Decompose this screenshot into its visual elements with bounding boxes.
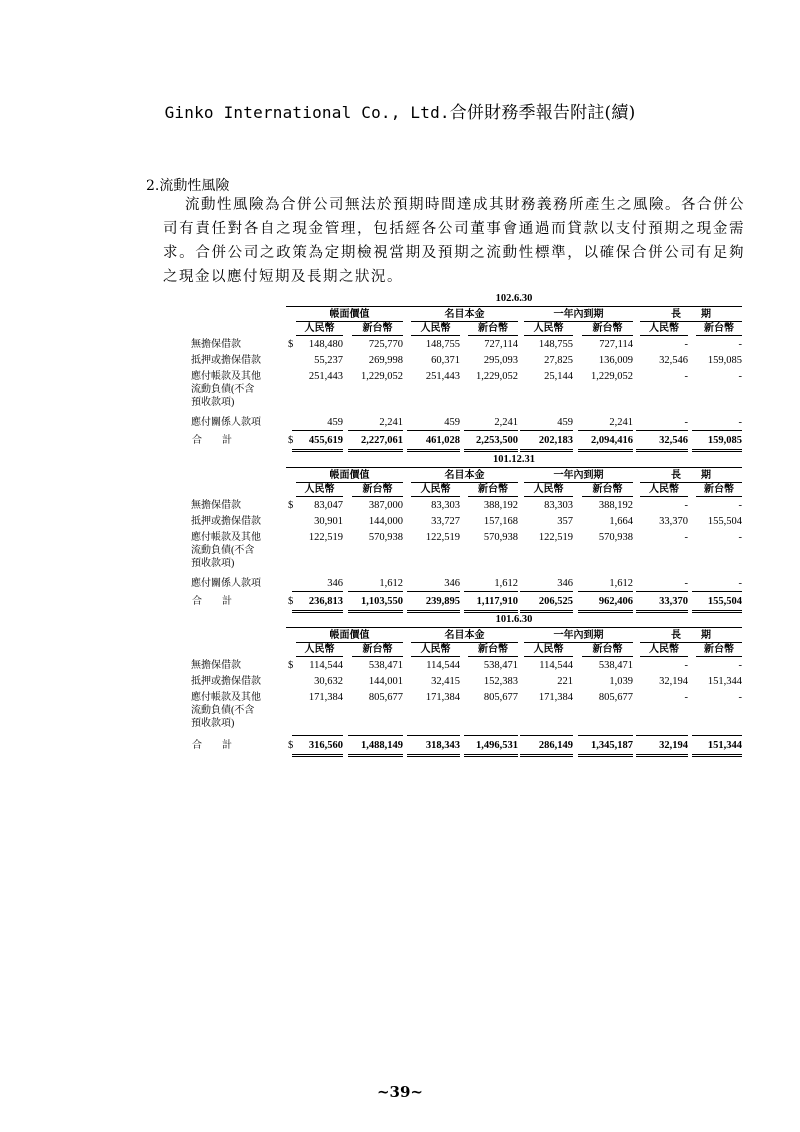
table-cell: 114,544: [309, 660, 343, 671]
table-cell: 151,344: [707, 676, 742, 687]
subtotal-rule: [292, 591, 343, 592]
table-cell: 136,009: [598, 355, 633, 366]
table-cell: -: [684, 660, 688, 671]
table-cell: 148,755: [538, 339, 573, 350]
table-period: 102.6.30: [495, 293, 533, 304]
currency-header: 新台幣: [582, 644, 633, 657]
table-cell: 144,000: [368, 516, 403, 527]
table-cell: 32,415: [431, 676, 460, 687]
subtotal-rule: [407, 591, 460, 592]
table-cell: 727,114: [484, 339, 518, 350]
currency-header: 新台幣: [582, 323, 633, 336]
table-cell: 83,303: [431, 500, 460, 511]
row-label: 預收款項): [191, 558, 235, 569]
subtotal-rule: [636, 735, 688, 736]
subtotal-rule: [520, 735, 573, 736]
table-cell: 346: [444, 578, 460, 589]
total-double-rule: [292, 449, 343, 452]
total-cell: 318,343: [425, 740, 460, 751]
row-label: 無擔保借款: [191, 500, 241, 511]
column-group-header: 一年內到期: [524, 309, 633, 322]
table-cell: 171,384: [308, 692, 343, 703]
row-label: 預收款項): [191, 397, 235, 408]
table-cell: 805,677: [598, 692, 633, 703]
total-cell: 1,117,910: [476, 596, 518, 607]
table-cell: 171,384: [425, 692, 460, 703]
table-cell: 459: [327, 417, 343, 428]
paragraph-text: 流動性風險為合併公司無法於預期時間達成其財務義務所產生之風險。各合併公司有責任對各自之現金管理，包括經各公司董事會通過而貸款以支付預期之現金需求。合併公司之政策為定期檢視當期及預期之流動性標準，以確保合併公司有足夠之現金以應付短期及長期之狀況。: [163, 197, 745, 285]
table-cell: -: [684, 578, 688, 589]
total-label: 合 計: [192, 740, 232, 751]
table-cell: 346: [557, 578, 573, 589]
table-cell: -: [738, 660, 742, 671]
table-cell: 251,443: [425, 371, 460, 382]
total-cell: 962,406: [598, 596, 633, 607]
table-cell: 459: [557, 417, 573, 428]
table-cell: 2,241: [609, 417, 633, 428]
table-cell: 221: [557, 676, 573, 687]
table-cell: 33,370: [659, 516, 688, 527]
table-cell: 538,471: [598, 660, 633, 671]
dollar-sign: $: [288, 339, 294, 350]
section-heading: 2.流動性風險: [146, 178, 230, 194]
total-cell: 455,619: [308, 435, 343, 446]
table-cell: 83,047: [314, 500, 343, 511]
subtotal-rule: [464, 735, 518, 736]
row-label: 無擔保借款: [191, 339, 241, 350]
table-cell: 388,192: [483, 500, 518, 511]
table-cell: 346: [327, 578, 343, 589]
currency-header: 新台幣: [352, 323, 403, 336]
currency-header: 人民幣: [411, 323, 460, 336]
total-double-rule: [692, 610, 742, 613]
column-group-header: 名目本金: [411, 309, 518, 322]
currency-header: 人民幣: [524, 644, 573, 657]
total-double-rule: [636, 754, 688, 757]
page-title: [0, 98, 800, 123]
subtotal-rule: [692, 591, 742, 592]
table-cell: 1,612: [494, 578, 518, 589]
table-cell: 570,938: [368, 532, 403, 543]
total-double-rule: [348, 754, 403, 757]
subtotal-rule: [407, 430, 460, 431]
total-cell: 202,183: [538, 435, 573, 446]
currency-header: 新台幣: [468, 484, 518, 497]
table-period: 101.6.30: [495, 614, 533, 625]
table-cell: 538,471: [368, 660, 403, 671]
table-cell: 1,229,052: [591, 371, 633, 382]
table-cell: 1,612: [379, 578, 403, 589]
currency-header: 新台幣: [696, 484, 742, 497]
total-double-rule: [692, 754, 742, 757]
table-cell: -: [684, 417, 688, 428]
table-cell: 357: [557, 516, 573, 527]
column-group-header: 長 期: [640, 630, 742, 643]
dollar-sign: $: [288, 500, 294, 511]
total-double-rule: [407, 610, 460, 613]
currency-header: 人民幣: [640, 644, 688, 657]
subtotal-rule: [464, 591, 518, 592]
row-label: 流動負債(不含: [191, 705, 255, 716]
column-group-header: 長 期: [640, 470, 742, 483]
report-title: 合併財務季報告附註(續): [449, 103, 636, 123]
table-cell: 30,632: [314, 676, 343, 687]
table-cell: 114,544: [426, 660, 460, 671]
total-cell: 1,103,550: [361, 596, 403, 607]
table-cell: 32,194: [659, 676, 688, 687]
table-cell: -: [738, 417, 742, 428]
total-cell: 159,085: [707, 435, 742, 446]
currency-header: 新台幣: [352, 644, 403, 657]
total-double-rule: [578, 610, 633, 613]
table-cell: 805,677: [483, 692, 518, 703]
table-cell: -: [738, 371, 742, 382]
currency-header: 新台幣: [582, 484, 633, 497]
total-cell: 236,813: [308, 596, 343, 607]
dollar-sign: $: [288, 660, 294, 671]
row-label: 預收款項): [191, 718, 235, 729]
liquidity-risk-paragraph: [163, 193, 745, 289]
column-group-header: 名目本金: [411, 470, 518, 483]
table-cell: -: [738, 500, 742, 511]
subtotal-rule: [520, 591, 573, 592]
table-cell: 27,825: [544, 355, 573, 366]
total-double-rule: [348, 449, 403, 452]
column-group-header: 帳面價值: [296, 309, 403, 322]
column-group-header: 一年內到期: [524, 470, 633, 483]
table-cell: -: [738, 532, 742, 543]
total-double-rule: [636, 449, 688, 452]
table-top-rule: [286, 627, 742, 628]
total-double-rule: [520, 610, 573, 613]
total-cell: 33,370: [659, 596, 688, 607]
currency-header: 新台幣: [696, 644, 742, 657]
total-label: 合 計: [192, 435, 232, 446]
total-cell: 239,895: [425, 596, 460, 607]
table-cell: 122,519: [308, 532, 343, 543]
table-cell: -: [738, 692, 742, 703]
row-label: 應付關係人款項: [191, 417, 261, 428]
total-cell: 1,496,531: [476, 740, 518, 751]
table-cell: 148,755: [425, 339, 460, 350]
subtotal-rule: [578, 591, 633, 592]
table-cell: -: [684, 371, 688, 382]
column-group-header: 一年內到期: [524, 630, 633, 643]
table-cell: 538,471: [483, 660, 518, 671]
table-cell: 171,384: [538, 692, 573, 703]
row-label: 應付關係人款項: [191, 578, 261, 589]
currency-header: 人民幣: [296, 484, 343, 497]
table-top-rule: [286, 306, 742, 307]
table-cell: 1,612: [609, 578, 633, 589]
total-double-rule: [692, 449, 742, 452]
table-cell: 159,085: [707, 355, 742, 366]
company-name: Ginko International Co., Ltd.: [164, 103, 450, 122]
currency-header: 人民幣: [411, 644, 460, 657]
table-cell: 727,114: [599, 339, 633, 350]
subtotal-rule: [636, 591, 688, 592]
total-cell: 286,149: [538, 740, 573, 751]
currency-header: 新台幣: [468, 644, 518, 657]
table-cell: 1,664: [609, 516, 633, 527]
table-period: 101.12.31: [493, 454, 535, 465]
subtotal-rule: [464, 430, 518, 431]
table-cell: 1,229,052: [361, 371, 403, 382]
total-double-rule: [292, 754, 343, 757]
table-cell: 725,770: [368, 339, 403, 350]
table-cell: 251,443: [308, 371, 343, 382]
currency-header: 新台幣: [696, 323, 742, 336]
total-cell: 1,488,149: [361, 740, 403, 751]
currency-header: 新台幣: [468, 323, 518, 336]
currency-header: 人民幣: [296, 323, 343, 336]
total-cell: 32,194: [659, 740, 688, 751]
table-cell: 114,544: [539, 660, 573, 671]
total-double-rule: [464, 449, 518, 452]
currency-header: 人民幣: [524, 323, 573, 336]
table-cell: 33,727: [431, 516, 460, 527]
total-double-rule: [520, 754, 573, 757]
table-cell: 2,241: [379, 417, 403, 428]
row-label: 無擔保借款: [191, 660, 241, 671]
subtotal-rule: [292, 735, 343, 736]
table-cell: -: [684, 532, 688, 543]
subtotal-rule: [578, 735, 633, 736]
total-double-rule: [578, 449, 633, 452]
dollar-sign: $: [288, 435, 294, 446]
total-cell: 1,345,187: [591, 740, 633, 751]
table-cell: 155,504: [707, 516, 742, 527]
table-cell: -: [738, 578, 742, 589]
table-cell: 60,371: [431, 355, 460, 366]
total-cell: 316,560: [308, 740, 343, 751]
table-cell: -: [684, 339, 688, 350]
row-label: 抵押或擔保借款: [191, 516, 261, 527]
table-cell: 83,303: [544, 500, 573, 511]
table-cell: 122,519: [538, 532, 573, 543]
table-cell: 570,938: [483, 532, 518, 543]
subtotal-rule: [520, 430, 573, 431]
table-cell: 269,998: [368, 355, 403, 366]
table-cell: 157,168: [483, 516, 518, 527]
row-label: 應付帳款及其他: [191, 532, 261, 543]
table-cell: 388,192: [598, 500, 633, 511]
currency-header: 人民幣: [296, 644, 343, 657]
total-cell: 155,504: [707, 596, 742, 607]
table-cell: 55,237: [314, 355, 343, 366]
subtotal-rule: [348, 735, 403, 736]
subtotal-rule: [348, 591, 403, 592]
dollar-sign: $: [288, 740, 294, 751]
total-cell: 2,253,500: [476, 435, 518, 446]
column-group-header: 帳面價值: [296, 630, 403, 643]
table-top-rule: [286, 467, 742, 468]
total-double-rule: [636, 610, 688, 613]
subtotal-rule: [407, 735, 460, 736]
currency-header: 人民幣: [411, 484, 460, 497]
table-cell: 459: [444, 417, 460, 428]
table-cell: 295,093: [483, 355, 518, 366]
currency-header: 人民幣: [640, 323, 688, 336]
column-group-header: 帳面價值: [296, 470, 403, 483]
total-double-rule: [464, 610, 518, 613]
subtotal-rule: [578, 430, 633, 431]
table-cell: -: [684, 692, 688, 703]
total-double-rule: [407, 754, 460, 757]
row-label: 抵押或擔保借款: [191, 355, 261, 366]
table-cell: 2,241: [494, 417, 518, 428]
total-cell: 32,546: [659, 435, 688, 446]
currency-header: 人民幣: [524, 484, 573, 497]
table-cell: 122,519: [425, 532, 460, 543]
currency-header: 人民幣: [640, 484, 688, 497]
table-cell: -: [738, 339, 742, 350]
table-cell: 25,144: [544, 371, 573, 382]
total-double-rule: [578, 754, 633, 757]
currency-header: 新台幣: [352, 484, 403, 497]
table-cell: -: [684, 500, 688, 511]
subtotal-rule: [692, 735, 742, 736]
table-cell: 1,039: [609, 676, 633, 687]
total-label: 合 計: [192, 596, 232, 607]
total-cell: 2,094,416: [591, 435, 633, 446]
total-cell: 2,227,061: [361, 435, 403, 446]
table-cell: 805,677: [368, 692, 403, 703]
table-cell: 1,229,052: [476, 371, 518, 382]
total-double-rule: [407, 449, 460, 452]
total-double-rule: [464, 754, 518, 757]
total-double-rule: [292, 610, 343, 613]
table-cell: 570,938: [598, 532, 633, 543]
total-double-rule: [520, 449, 573, 452]
table-cell: 152,383: [483, 676, 518, 687]
total-double-rule: [348, 610, 403, 613]
table-cell: 30,901: [314, 516, 343, 527]
column-group-header: 長 期: [640, 309, 742, 322]
total-cell: 206,525: [538, 596, 573, 607]
row-label: 流動負債(不含: [191, 545, 255, 556]
subtotal-rule: [636, 430, 688, 431]
row-label: 應付帳款及其他: [191, 371, 261, 382]
table-cell: 387,000: [368, 500, 403, 511]
column-group-header: 名目本金: [411, 630, 518, 643]
subtotal-rule: [692, 430, 742, 431]
page-number: ~39~: [376, 1083, 423, 1101]
subtotal-rule: [348, 430, 403, 431]
table-cell: 32,546: [659, 355, 688, 366]
row-label: 應付帳款及其他: [191, 692, 261, 703]
row-label: 抵押或擔保借款: [191, 676, 261, 687]
table-cell: 144,001: [368, 676, 403, 687]
row-label: 流動負債(不含: [191, 384, 255, 395]
total-cell: 151,344: [707, 740, 742, 751]
table-cell: 148,480: [308, 339, 343, 350]
dollar-sign: $: [288, 596, 294, 607]
subtotal-rule: [292, 430, 343, 431]
total-cell: 461,028: [425, 435, 460, 446]
